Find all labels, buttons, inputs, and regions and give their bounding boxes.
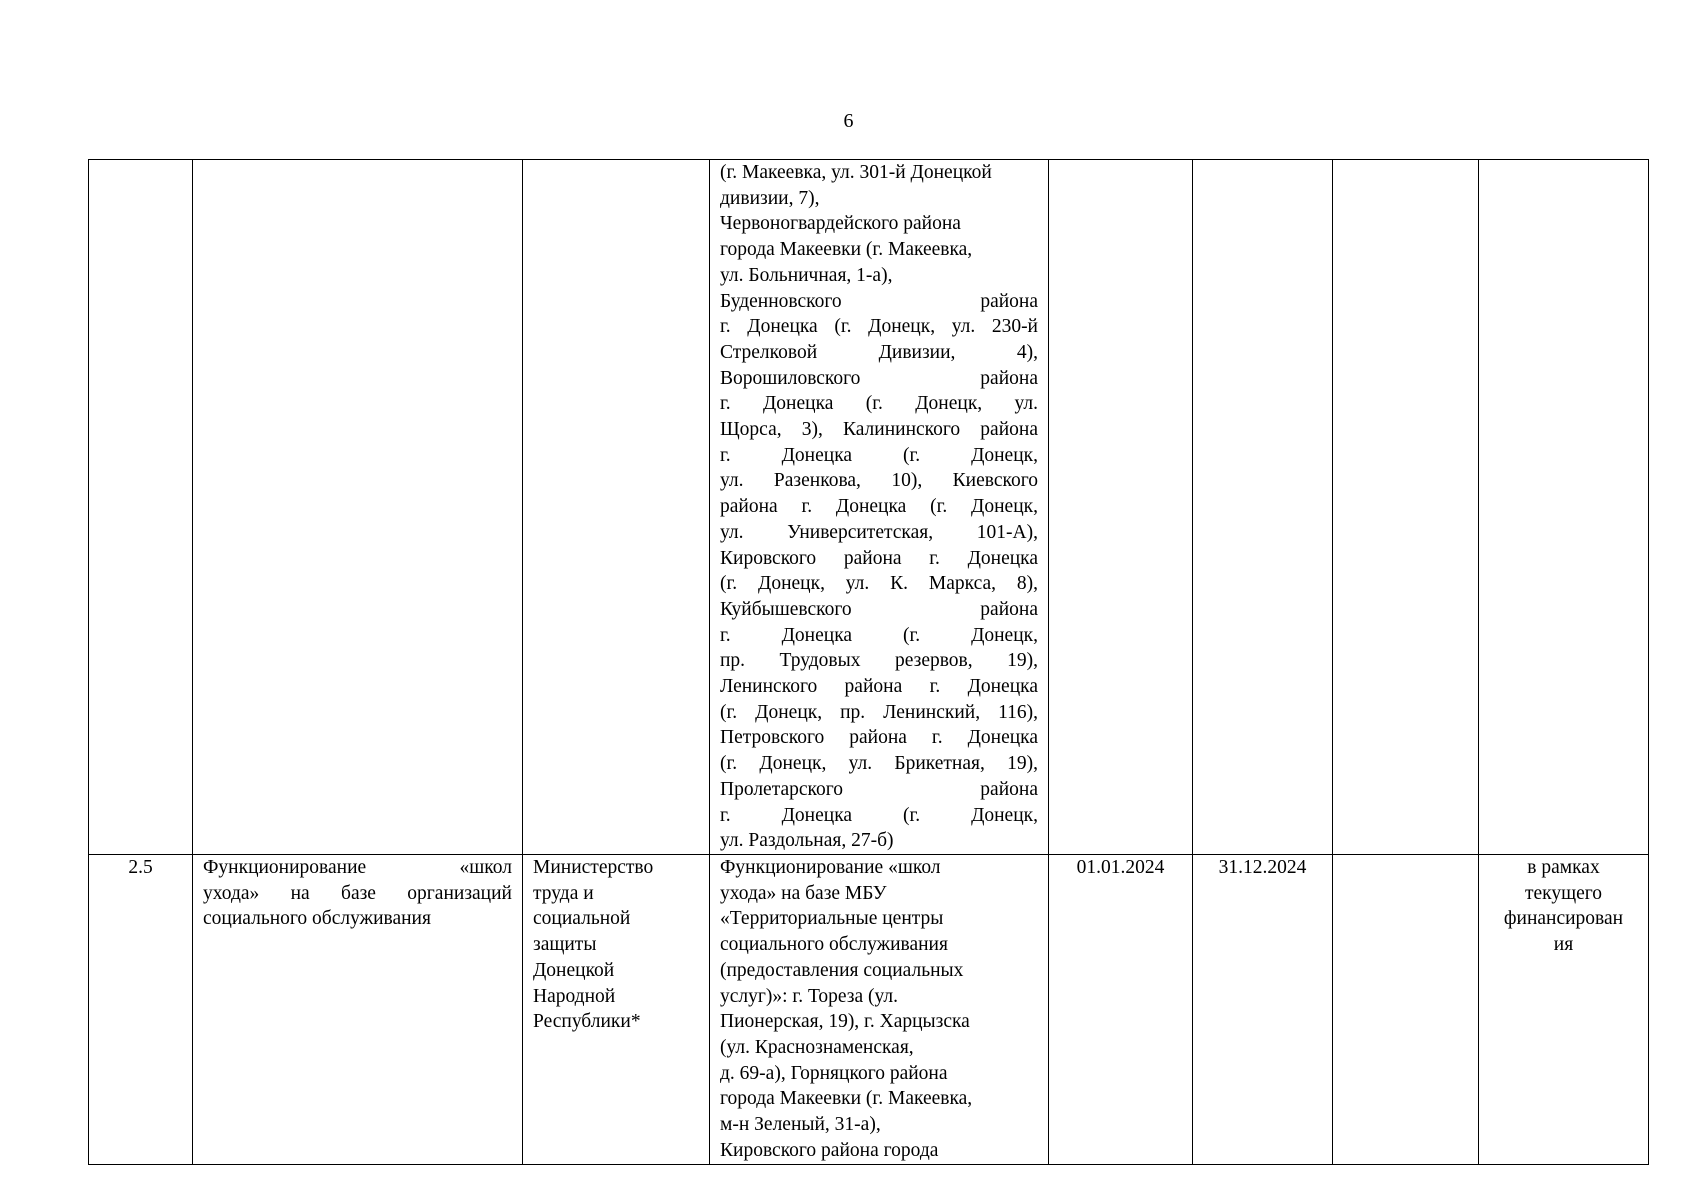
description-line: Функционирование «школ — [720, 856, 941, 878]
description-line: (предоставления социальных — [720, 959, 964, 981]
executor-cell — [523, 160, 710, 855]
description-line: (г. Макеевка, ул. 301-й Донецкой — [720, 162, 992, 183]
financing-line: в рамках — [1527, 856, 1600, 878]
description-line: г. Донецка (г. Донецк, — [720, 624, 1038, 646]
description-line: ул. Больничная, 1-а), — [720, 264, 893, 286]
executor-line: Министерство — [533, 856, 654, 878]
item-number-cell: 2.5 — [89, 854, 193, 1164]
item-name-line: ухода» на базе организаций — [203, 882, 512, 904]
description-line: ул. Раздольная, 27-б) — [720, 830, 894, 852]
description-line: Кировского района г. Донецка — [720, 547, 1038, 569]
start-date-cell: 01.01.2024 — [1049, 854, 1193, 1164]
description-line: Ленинского района г. Донецка — [720, 676, 1038, 698]
description-line: ул. Университетская, 101-А), — [720, 521, 1038, 543]
description-line: района г. Донецка (г. Донецк, — [720, 496, 1038, 518]
description-line: г. Донецка (г. Донецк, — [720, 804, 1038, 826]
description-line: (г. Донецк, ул. Брикетная, 19), — [720, 753, 1038, 775]
description-line: г. Донецка (г. Донецк, ул. 230-й — [720, 316, 1038, 338]
description-line: (г. Донецк, ул. К. Маркса, 8), — [720, 573, 1038, 595]
table-row — [89, 854, 1649, 1164]
description-line: ухода» на базе МБУ — [720, 882, 887, 904]
end-date-cell: 31.12.2024 — [1193, 854, 1333, 1164]
executor-cell — [523, 854, 710, 1164]
start-date-cell — [1049, 160, 1193, 855]
description-line: дивизии, 7), — [720, 187, 820, 209]
description-line: Стрелковой Дивизии, 4), — [720, 341, 1038, 363]
plan-table — [88, 159, 1649, 1165]
description-cell — [710, 160, 1049, 855]
description-line: Пролетарского района — [720, 778, 1038, 800]
description-line: «Территориальные центры — [720, 908, 944, 930]
executor-line: Народной — [533, 985, 616, 1007]
description-line: социального обслуживания — [720, 934, 948, 956]
description-line: города Макеевки (г. Макеевка, — [720, 239, 973, 261]
executor-line: социальной — [533, 908, 631, 930]
description-line: ул. Разенкова, 10), Киевского — [720, 470, 1038, 492]
description-line: услуг)»: г. Тореза (ул. — [720, 985, 899, 1007]
description-line: Куйбышевского района — [720, 598, 1038, 620]
table-row — [89, 160, 1649, 855]
description-line: Петровского района г. Донецка — [720, 727, 1038, 749]
description-line: Ворошиловского района — [720, 367, 1038, 389]
financing-cell — [1479, 160, 1649, 855]
description-cell — [710, 854, 1049, 1164]
financing-cell — [1479, 854, 1649, 1164]
page-number: 6 — [843, 110, 854, 132]
executor-line: Донецкой — [533, 959, 615, 981]
executor-line: Республики* — [533, 1011, 641, 1033]
extra-cell — [1333, 160, 1479, 855]
executor-line: защиты — [533, 934, 597, 956]
extra-cell — [1333, 854, 1479, 1164]
description-line: (г. Донецк, пр. Ленинский, 116), — [720, 701, 1038, 723]
executor-line: труда и — [533, 882, 594, 904]
description-line: Пионерская, 19), г. Харцызска — [720, 1011, 970, 1033]
item-name-line: социального обслуживания — [203, 908, 431, 930]
description-line: Червоногвардейского района — [720, 213, 961, 235]
item-name-cell — [193, 854, 523, 1164]
financing-line: текущего — [1524, 882, 1603, 904]
description-line: г. Донецка (г. Донецк, ул. — [720, 393, 1038, 415]
description-line: города Макеевки (г. Макеевка, — [720, 1088, 973, 1110]
financing-line: ия — [1553, 934, 1574, 956]
item-number-cell — [89, 160, 193, 855]
description-line: пр. Трудовых резервов, 19), — [720, 650, 1038, 672]
description-line: (ул. Краснознаменская, — [720, 1036, 914, 1058]
description-line: Буденновского района — [720, 290, 1038, 312]
description-line: д. 69-а), Горняцкого района — [720, 1062, 948, 1084]
item-name-cell — [193, 160, 523, 855]
financing-line: финансирован — [1503, 908, 1624, 930]
description-line: Кировского района города — [720, 1139, 939, 1161]
description-line: м-н Зеленый, 31-а), — [720, 1114, 881, 1136]
end-date-cell — [1193, 160, 1333, 855]
description-line: г. Донецка (г. Донецк, — [720, 444, 1038, 466]
description-line: Щорса, 3), Калининского района — [720, 419, 1038, 441]
item-name-line: Функционирование «школ — [203, 856, 512, 878]
